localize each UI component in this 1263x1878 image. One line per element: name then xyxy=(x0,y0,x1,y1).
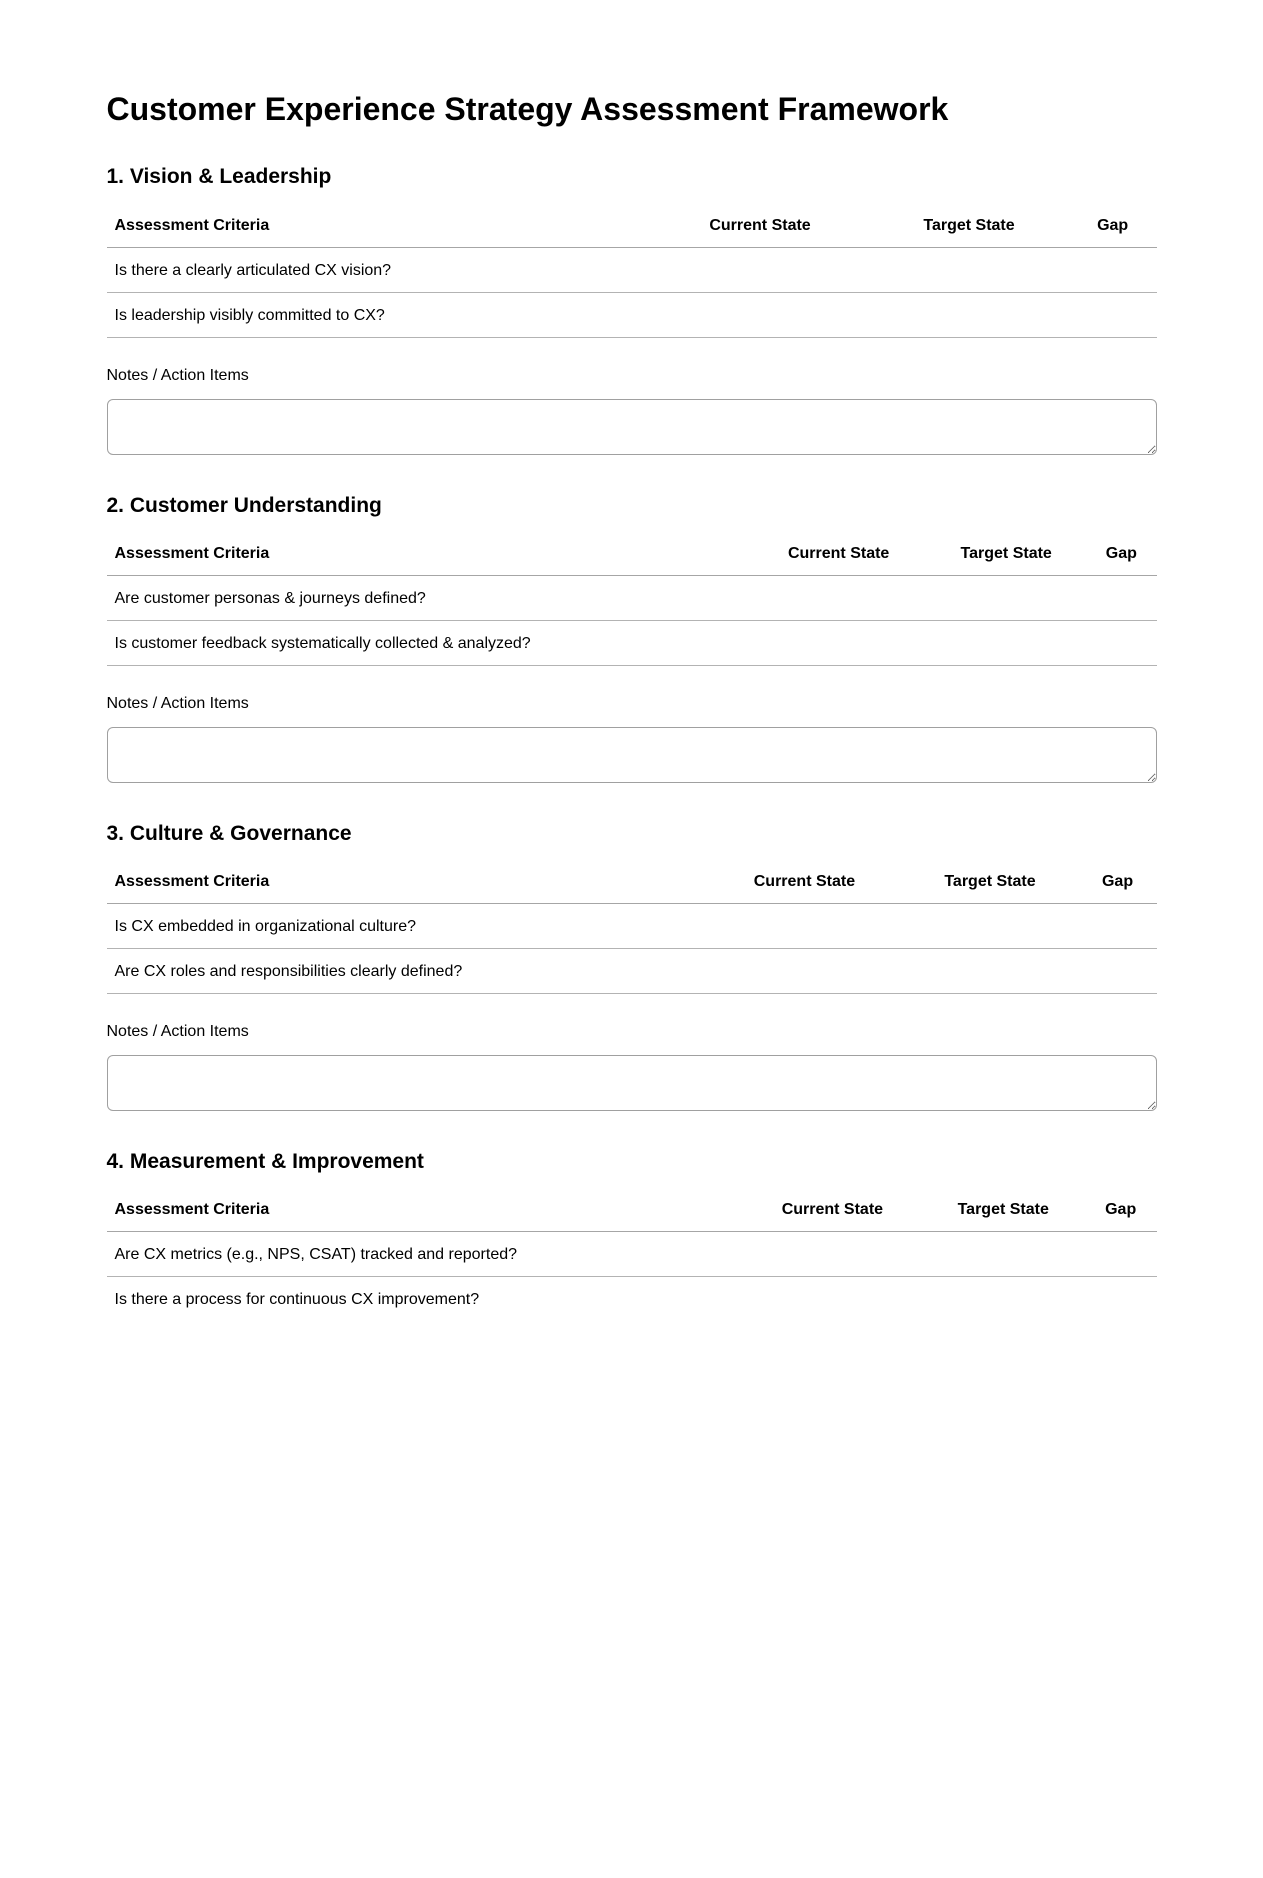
criteria-cell: Is there a clearly articulated CX vision? xyxy=(107,247,651,292)
notes-label: Notes / Action Items xyxy=(106,1022,249,1040)
table-row xyxy=(107,903,1157,948)
gap-cell xyxy=(1085,1277,1157,1322)
assessment-section xyxy=(107,1149,1157,1321)
assessment-section xyxy=(107,164,1157,454)
table-row xyxy=(107,1277,1157,1322)
section-heading: 1. Vision & Leadership xyxy=(106,165,332,189)
gap-cell xyxy=(1086,575,1156,620)
gap-cell xyxy=(1086,620,1156,665)
column-header-target-state: Target State xyxy=(869,204,1069,248)
column-header-assessment-criteria: Assessment Criteria xyxy=(107,1188,744,1232)
target-state-cell xyxy=(922,1277,1085,1322)
table-row xyxy=(107,620,1157,665)
section-heading: 2. Customer Understanding xyxy=(106,493,382,517)
assessment-table xyxy=(107,860,1157,994)
assessment-section xyxy=(107,493,1157,783)
section-heading: 3. Culture & Governance xyxy=(106,821,352,845)
gap-cell xyxy=(1079,903,1157,948)
current-state-cell xyxy=(707,903,901,948)
assessment-table xyxy=(107,532,1157,666)
column-header-current-state: Current State xyxy=(651,204,869,248)
current-state-cell xyxy=(707,948,901,993)
table-header-row xyxy=(107,204,1157,248)
column-header-current-state: Current State xyxy=(743,1188,922,1232)
column-header-gap: Gap xyxy=(1079,860,1157,904)
page-title: Customer Experience Strategy Assessment Framework xyxy=(106,91,949,127)
table-row xyxy=(107,575,1157,620)
column-header-target-state: Target State xyxy=(922,1188,1085,1232)
table-header-row xyxy=(107,532,1157,576)
column-header-current-state: Current State xyxy=(751,532,926,576)
table-row xyxy=(107,292,1157,337)
column-header-target-state: Target State xyxy=(926,532,1086,576)
notes-label: Notes / Action Items xyxy=(106,366,249,384)
assessment-table xyxy=(107,1188,1157,1321)
current-state-cell xyxy=(751,620,926,665)
column-header-gap: Gap xyxy=(1069,204,1157,248)
target-state-cell xyxy=(869,247,1069,292)
table-row xyxy=(107,1232,1157,1277)
notes-label: Notes / Action Items xyxy=(106,694,249,712)
column-header-assessment-criteria: Assessment Criteria xyxy=(107,860,708,904)
column-header-target-state: Target State xyxy=(901,860,1078,904)
gap-cell xyxy=(1085,1232,1157,1277)
criteria-cell: Is there a process for continuous CX improvement? xyxy=(114,1291,480,1309)
current-state-cell xyxy=(651,292,869,337)
table-row xyxy=(107,247,1157,292)
gap-cell xyxy=(1079,948,1157,993)
notes-textarea[interactable] xyxy=(107,1055,1157,1111)
column-header-gap: Gap xyxy=(1086,532,1156,576)
table-header-row xyxy=(107,1188,1157,1232)
criteria-cell: Is leadership visibly committed to CX? xyxy=(107,292,651,337)
notes-textarea[interactable] xyxy=(107,399,1157,455)
section-heading: 4. Measurement & Improvement xyxy=(106,1149,424,1173)
table-row xyxy=(107,948,1157,993)
current-state-cell xyxy=(743,1277,922,1322)
current-state-cell xyxy=(651,247,869,292)
criteria-cell: Is CX embedded in organizational culture? xyxy=(107,903,708,948)
column-header-current-state: Current State xyxy=(707,860,901,904)
gap-cell xyxy=(1069,247,1157,292)
column-header-gap: Gap xyxy=(1085,1188,1157,1232)
assessment-section xyxy=(107,821,1157,1111)
table-header-row xyxy=(107,860,1157,904)
target-state-cell xyxy=(901,903,1078,948)
criteria-cell: Are customer personas & journeys defined? xyxy=(107,575,752,620)
target-state-cell xyxy=(869,292,1069,337)
column-header-assessment-criteria: Assessment Criteria xyxy=(107,532,752,576)
column-header-assessment-criteria: Assessment Criteria xyxy=(107,204,651,248)
target-state-cell xyxy=(922,1232,1085,1277)
criteria-cell: Is customer feedback systematically collected & analyzed? xyxy=(107,620,752,665)
current-state-cell xyxy=(751,575,926,620)
assessment-table xyxy=(107,204,1157,338)
current-state-cell xyxy=(743,1232,922,1277)
document-page xyxy=(107,0,1157,1441)
gap-cell xyxy=(1069,292,1157,337)
target-state-cell xyxy=(926,620,1086,665)
target-state-cell xyxy=(901,948,1078,993)
notes-textarea[interactable] xyxy=(107,727,1157,783)
sections-container xyxy=(107,164,1157,1321)
target-state-cell xyxy=(926,575,1086,620)
criteria-cell: Are CX roles and responsibilities clearly defined? xyxy=(107,948,708,993)
criteria-cell: Are CX metrics (e.g., NPS, CSAT) tracked and reported? xyxy=(107,1232,744,1277)
